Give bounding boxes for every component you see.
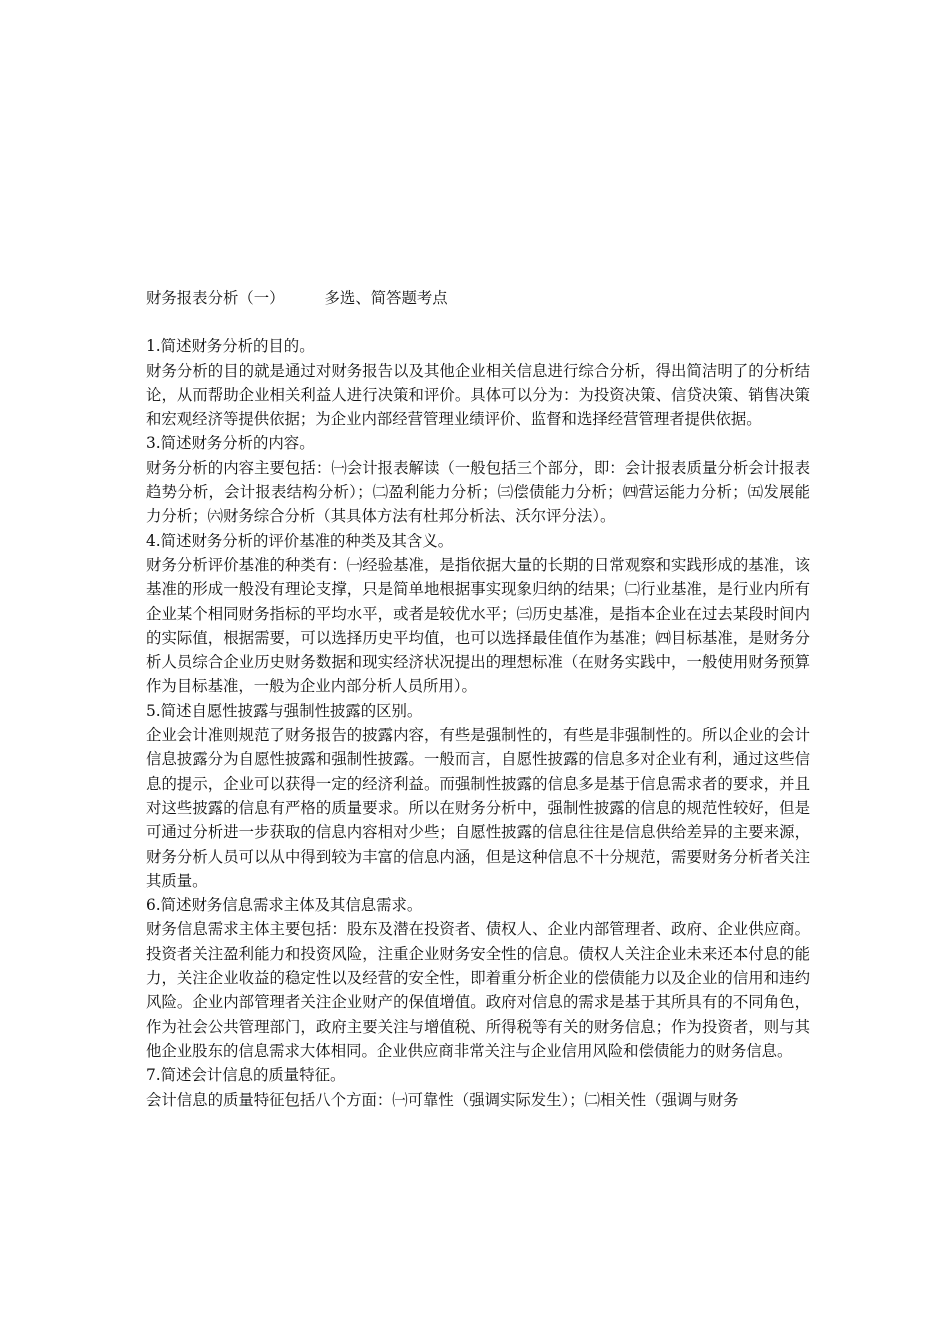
title-sub: 多选、简答题考点 xyxy=(324,289,448,307)
question-heading: 7.简述会计信息的质量特征。 xyxy=(146,1066,346,1085)
document-page xyxy=(146,286,810,1112)
question-heading: 1.简述财务分析的目的。 xyxy=(146,337,315,356)
answer-paragraph: 企业会计准则规范了财务报告的披露内容，有些是强制性的，有些是非强制性的。所以企业的会计信息披露分为自愿性披露和强制性披露。一般而言，自愿性披露的信息多对企业有利，通过这些信息的提示，企业可以获得一定的经济利益。而强制性披露的信息多是基于信息需求者的要求，并且对这些披露的信息有严格的质量要求。所以在财务分析中，强制性披露的信息的规范性较好，但是可通过分析进一步获取的信息内容相对少些；自愿性披露的信息往往是信息供给差异的主要来源，财务分析人员可以从中得到较为丰富的信息内涵，但是这种信息不十分规范，需要财务分析者关注其质量。 xyxy=(146,726,810,890)
question-heading: 4.简述财务分析的评价基准的种类及其含义。 xyxy=(146,531,454,550)
document-title xyxy=(146,286,810,310)
answer-paragraph: 会计信息的质量特征包括八个方面：㈠可靠性（强调实际发生）；㈡相关性（强调与财务 xyxy=(146,1090,739,1109)
answer-paragraph: 财务分析评价基准的种类有：㈠经验基准，是指依据大量的长期的日常观察和实践形成的基准，该基准的形成一般没有理论支撑，只是简单地根据事实现象归纳的结果；㈡行业基准，是行业内所有企业某个相同财务指标的平均水平，或者是较优水平；㈢历史基准，是指本企业在过去某段时间内的实际值，根据需要，可以选择历史平均值，也可以选择最佳值作为基准；㈣目标基准，是财务分析人员综合企业历史财务数据和现实经济状况提出的理想标准（在财务实践中，一般使用财务预算作为目标基准，一般为企业内部分析人员所用）。 xyxy=(146,555,810,696)
question-heading: 3.简述财务分析的内容。 xyxy=(146,434,315,453)
question-heading: 5.简述自愿性披露与强制性披露的区别。 xyxy=(146,701,423,720)
answer-paragraph: 财务分析的目的就是通过对财务报告以及其他企业相关信息进行综合分析，得出简洁明了的分析结论，从而帮助企业相关利益人进行决策和评价。具体可以分为：为投资决策、信贷决策、销售决策和宏观经济等提供依据；为企业内部经营管理业绩评价、监督和选择经营管理者提供依据。 xyxy=(146,361,810,429)
answer-paragraph: 财务信息需求主体主要包括：股东及潜在投资者、债权人、企业内部管理者、政府、企业供应商。投资者关注盈利能力和投资风险，注重企业财务安全性的信息。债权人关注企业未来还本付息的能力，关注企业收益的稳定性以及经营的安全性，即着重分析企业的偿债能力以及企业的信用和违约风险。企业内部管理者关注企业财产的保值增值。政府对信息的需求是基于其所具有的不同角色，作为社会公共管理部门，政府主要关注与增值税、所得税等有关的财务信息；作为投资者，则与其他企业股东的信息需求大体相同。企业供应商非常关注与企业信用风险和偿债能力的财务信息。 xyxy=(146,920,810,1060)
title-main: 财务报表分析（一） xyxy=(146,289,285,307)
question-heading: 6.简述财务信息需求主体及其信息需求。 xyxy=(146,896,423,915)
answer-paragraph: 财务分析的内容主要包括：㈠会计报表解读（一般包括三个部分，即：会计报表质量分析会计报表趋势分析，会计报表结构分析）；㈡盈利能力分析；㈢偿债能力分析；㈣营运能力分析；㈤发展能力分析；㈥财务综合分析（其具体方法有杜邦分析法、沃尔评分法）。 xyxy=(146,458,810,526)
